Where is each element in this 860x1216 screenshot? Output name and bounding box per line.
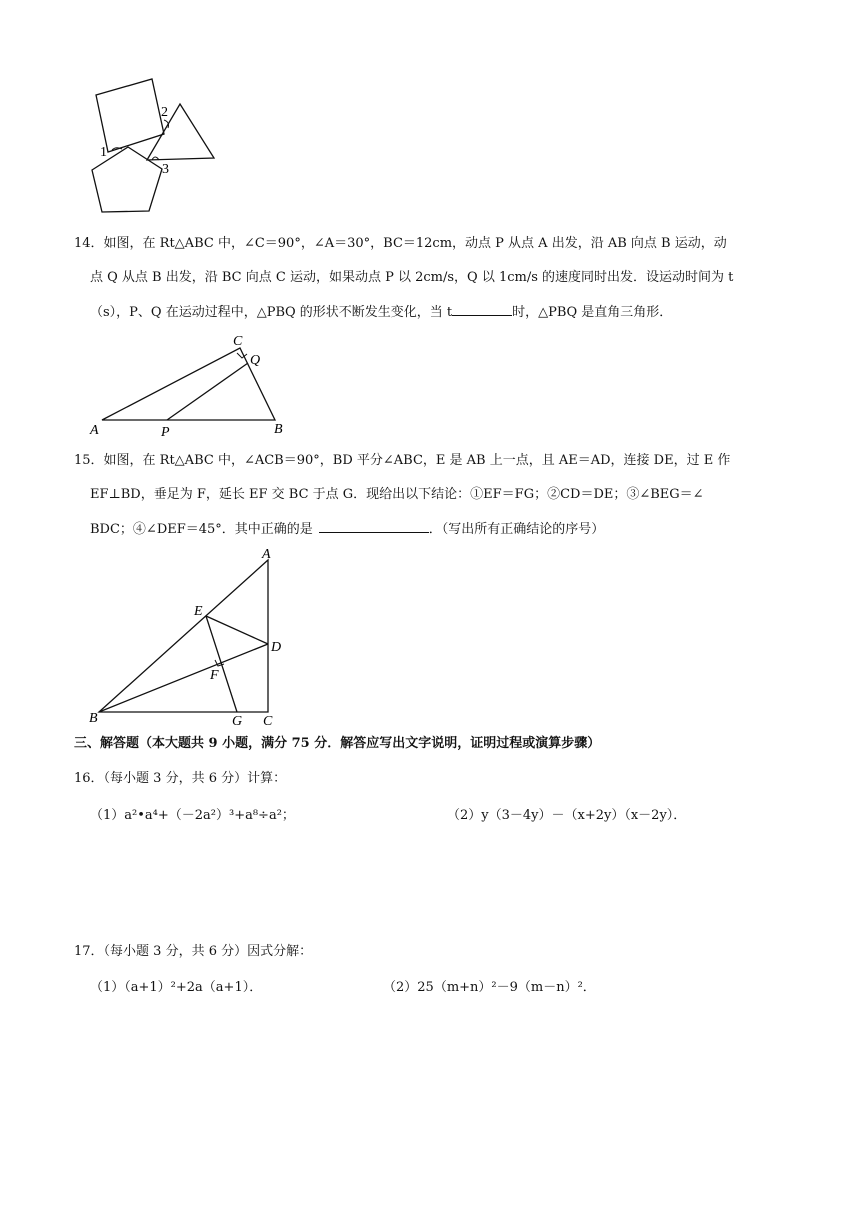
segment-pq bbox=[167, 363, 248, 420]
q15-line3 bbox=[90, 520, 604, 537]
q14-answer-blank[interactable] bbox=[452, 303, 512, 316]
q16-part1: （1）a²•a⁴+（－2a²）³+a⁸÷a²； bbox=[90, 808, 295, 823]
q17-part1: （1）（a+1）²+2a（a+1）． bbox=[90, 980, 263, 995]
point-label-q: Q bbox=[250, 353, 261, 368]
figure-q14 bbox=[85, 330, 295, 440]
angle-label-2: 2 bbox=[161, 105, 168, 120]
point-label-c: C bbox=[233, 334, 243, 349]
section-3-heading: 三、解答题（本大题共 9 小题，满分 75 分．解答应写出文字说明，证明过程或演算步骤） bbox=[74, 736, 601, 751]
point-label-a: A bbox=[262, 547, 271, 562]
point-label-d: D bbox=[271, 640, 282, 655]
point-label-a: A bbox=[90, 423, 99, 438]
q14-line3-text-b: 时，△PBQ 是直角三角形． bbox=[512, 305, 673, 320]
q16-heading: 16．（每小题 3 分，共 6 分）计算： bbox=[74, 771, 287, 786]
q16-part2: （2）y（3－4y）－（x+2y）（x－2y）． bbox=[447, 808, 687, 823]
point-label-b: B bbox=[274, 422, 283, 437]
q15-line3-text-b: ．（写出所有正确结论的序号） bbox=[428, 522, 605, 537]
segment-de bbox=[206, 616, 268, 644]
figure-q13 bbox=[80, 70, 230, 220]
point-label-b: B bbox=[89, 711, 98, 726]
point-label-c: C bbox=[263, 714, 273, 729]
q14-line3 bbox=[90, 303, 672, 320]
q17-part2: （2）25（m+n）²－9（m－n）²． bbox=[383, 980, 596, 995]
q15-line2: EF⊥BD，垂足为 F，延长 EF 交 BC 于点 G．现给出以下结论：①EF＝FG；②CD＝DE；③∠BEG＝∠ bbox=[90, 487, 704, 502]
q17-heading: 17．（每小题 3 分，共 6 分）因式分解： bbox=[74, 944, 313, 959]
triangle-shape bbox=[147, 104, 214, 160]
point-label-e: E bbox=[194, 604, 203, 619]
figure-q15 bbox=[85, 545, 295, 730]
point-label-f: F bbox=[210, 668, 219, 683]
triangle-abc bbox=[99, 560, 268, 712]
point-label-p: P bbox=[161, 425, 170, 440]
right-angle-mark-c bbox=[237, 353, 247, 358]
q14-line2: 点 Q 从点 B 出发，沿 BC 向点 C 运动，如果动点 P 以 2cm/s，Q 以 1cm/s 的速度同时出发．设运动时间为 t bbox=[90, 270, 734, 285]
square-shape bbox=[96, 79, 164, 152]
point-label-g: G bbox=[232, 714, 243, 729]
segment-eg bbox=[206, 616, 237, 712]
segment-bd bbox=[99, 644, 268, 712]
q14-line1: 14．如图，在 Rt△ABC 中，∠C＝90°，∠A＝30°，BC＝12cm，动点 P 从点 A 出发，沿 AB 向点 B 运动，动 bbox=[74, 236, 727, 251]
q15-line1: 15．如图，在 Rt△ABC 中，∠ACB＝90°，BD 平分∠ABC，E 是 AB 上一点，且 AE＝AD，连接 DE，过 E 作 bbox=[74, 453, 731, 468]
q15-answer-blank[interactable] bbox=[319, 520, 429, 533]
q14-line3-text-a: （s），P、Q 在运动过程中，△PBQ 的形状不断发生变化，当 t bbox=[90, 305, 453, 320]
q15-line3-text-a: BDC；④∠DEF＝45°．其中正确的是 bbox=[90, 522, 313, 537]
angle-label-3: 3 bbox=[162, 162, 169, 177]
angle-label-1: 1 bbox=[100, 145, 107, 160]
